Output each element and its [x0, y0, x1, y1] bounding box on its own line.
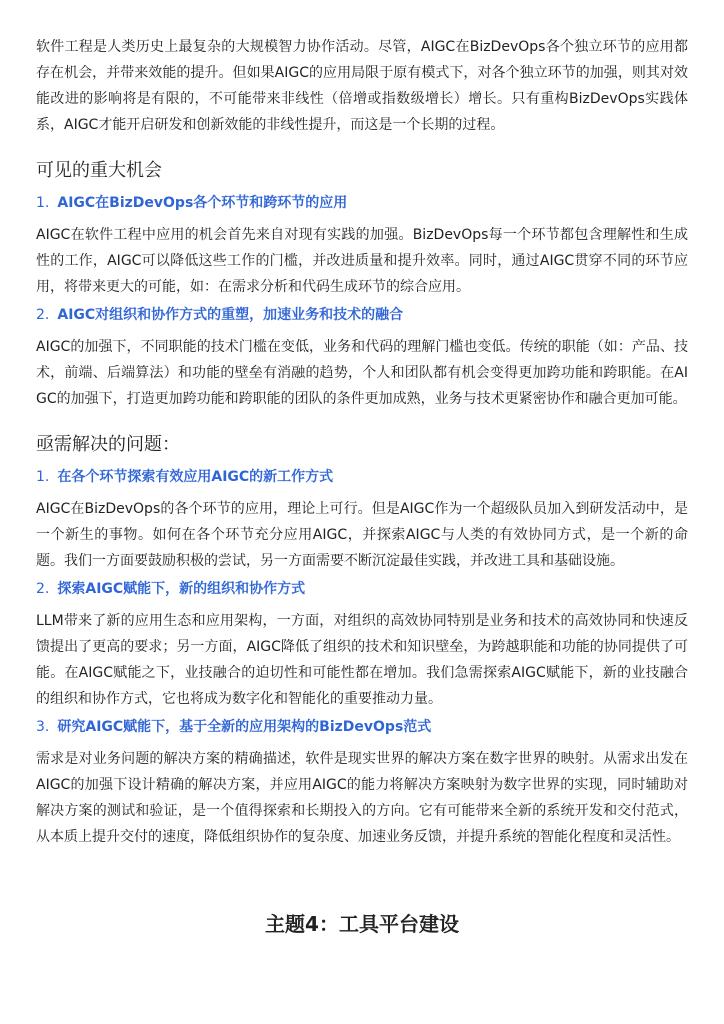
problems-heading: 亟需解决的问题：: [36, 434, 180, 455]
list-number: 2.: [36, 581, 50, 597]
list-number: 2.: [36, 307, 50, 323]
opportunities-heading: 可见的重大机会: [36, 160, 162, 181]
list-number: 1.: [36, 469, 50, 485]
intro-paragraph: 软件工程是人类历史上最复杂的大规模智力协作活动。尽管，AIGC在BizDevOps各个独立环节的应用都存在机会，并带来效能的提升。但如果AIGC的应用局限于原有模式下，对各个独立环节的加强，则其对效能改进的影响将是有限的，不可能带来非线性（倍增或指数级增长）增长。只有重构BizDevOps实践体系，AIGC才能开启研发和创新效能的非线性提升，而这是一个长期的过程。: [36, 39, 688, 133]
problem-3-body: 需求是对业务问题的解决方案的精确描述，软件是现实世界的解决方案在数字世界的映射。从需求出发在AIGC的加强下设计精确的解决方案，并应用AIGC的能力将解决方案映射为数字世界的实现，同时辅助对解决方案的测试和验证，是一个值得探索和长期投入的方向。它有可能带来全新的系统开发和交付范式，从本质上提升交付的速度，降低组织协作的复杂度、加速业务反馈，并提升系统的智能化程度和灵活性。: [36, 751, 688, 845]
problem-3-title: [36, 716, 688, 738]
opportunity-2-title: [36, 304, 688, 326]
opportunity-1-body: AIGC在软件工程中应用的机会首先来自对现有实践的加强。BizDevOps每一个环节都包含理解性和生成性的工作，AIGC可以降低这些工作的门槛，并改进质量和提升效率。同时，通过AIGC贯穿不同的环节应用，将带来更大的可能，如：在需求分析和代码生成环节的综合应用。: [36, 227, 688, 295]
list-title: 探索AIGC赋能下，新的组织和协作方式: [57, 581, 306, 597]
problem-2-body: LLM带来了新的应用生态和应用架构，一方面，对组织的高效协同特别是业务和技术的高效协同和快速反馈提出了更高的要求；另一方面，AIGC降低了组织的技术和知识壁垒，为跨越职能和功能的协同提供了可能。在AIGC赋能之下，业技融合的迫切性和可能性都在增加。我们急需探索AIGC赋能下，新的业技融合的组织和协作方式，它也将成为数字化和智能化的重要推动力量。: [36, 613, 688, 707]
list-title: AIGC对组织和协作方式的重塑，加速业务和技术的融合: [57, 307, 404, 323]
document-body: [36, 34, 688, 850]
list-title: AIGC在BizDevOps各个环节和跨环节的应用: [57, 195, 348, 211]
opportunity-1-title: [36, 192, 688, 214]
list-number: 3.: [36, 719, 50, 735]
list-title: 在各个环节探索有效应用AIGC的新工作方式: [57, 469, 334, 485]
list-number: 1.: [36, 195, 50, 211]
opportunity-2-body: AIGC的加强下，不同职能的技术门槛在变低，业务和代码的理解门槛也变低。传统的职能（如：产品、技术，前端、后端算法）和功能的壁垒有消融的趋势，个人和团队都有机会变得更加跨功能和跨职能。在AIGC的加强下，打造更加跨功能和跨职能的团队的条件更加成熟，业务与技术更紧密协作和融合更加可能。: [36, 339, 688, 407]
problem-1-title: [36, 466, 688, 488]
next-topic-title: 主题4：工具平台建设: [265, 912, 459, 936]
problem-1-body: AIGC在BizDevOps的各个环节的应用，理论上可行。但是AIGC作为一个超级队员加入到研发活动中，是一个新生的事物。如何在各个环节充分应用AIGC，并探索AIGC与人类的有效协同方式，是一个新的命题。我们一方面要鼓励积极的尝试，另一方面需要不断沉淀最佳实践，并改进工具和基础设施。: [36, 501, 688, 569]
list-title: 研究AIGC赋能下，基于全新的应用架构的BizDevOps范式: [57, 719, 432, 735]
problem-2-title: [36, 578, 688, 600]
